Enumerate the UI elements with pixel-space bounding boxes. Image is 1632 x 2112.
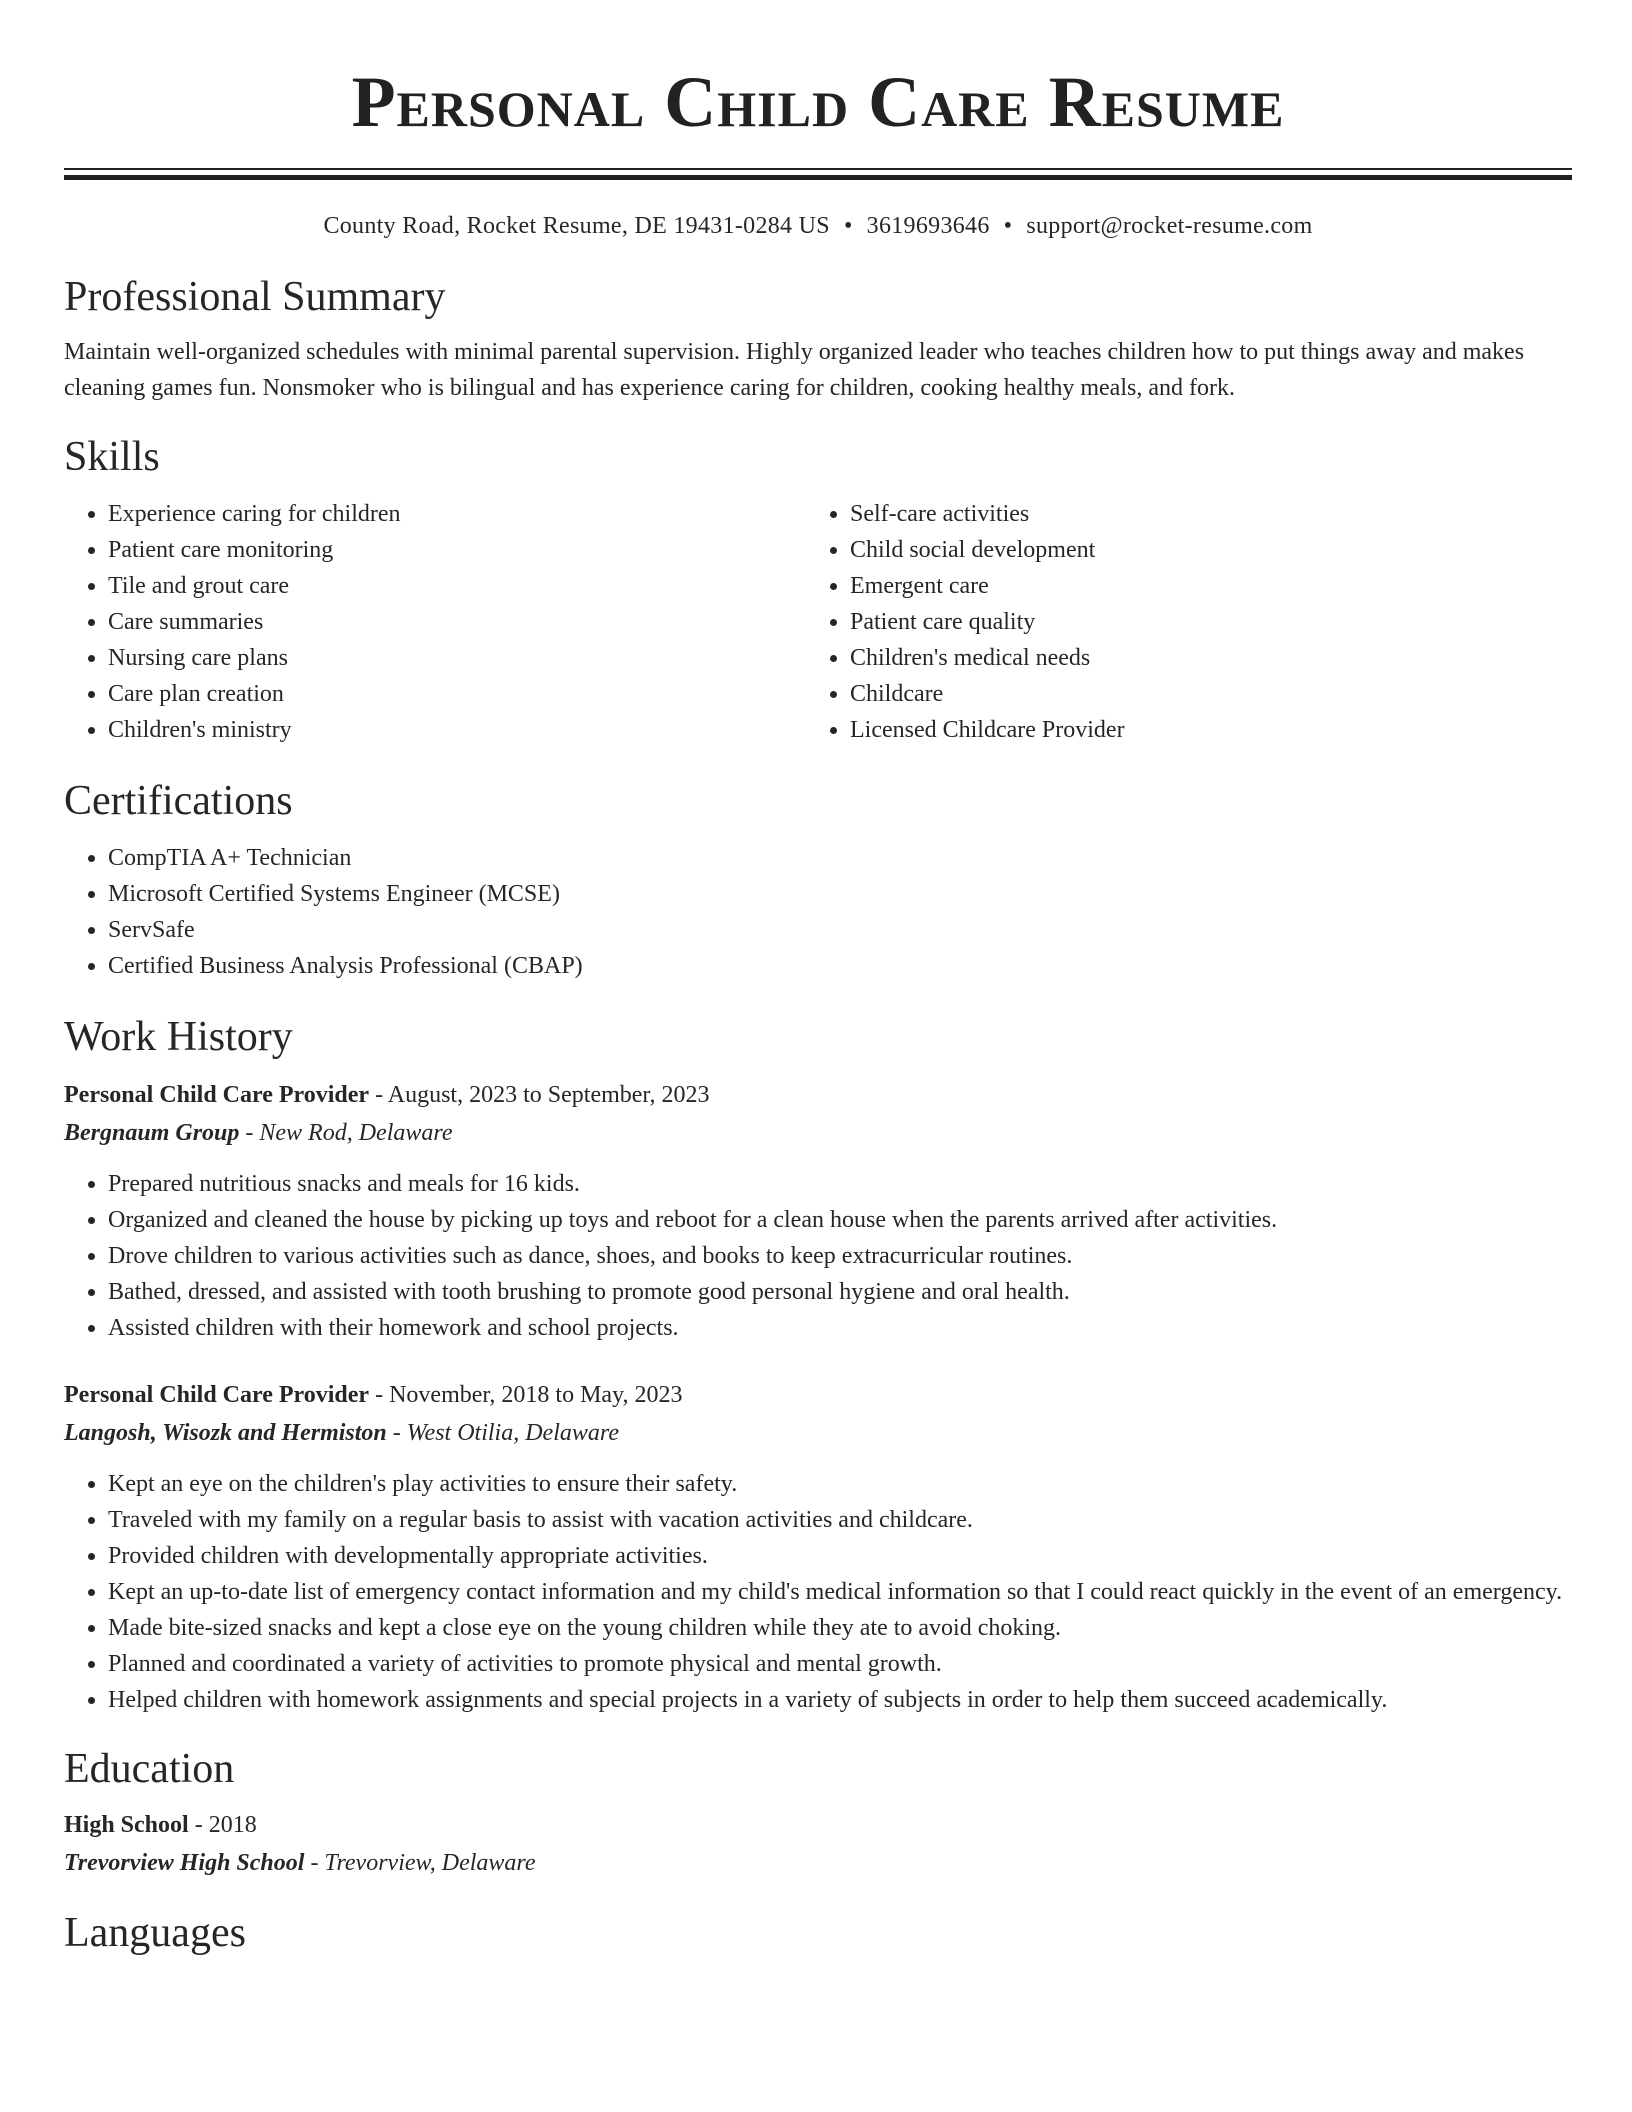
summary-text: Maintain well-organized schedules with minimal parental supervision. Highly organized leader who teaches children how to put things away and makes cleaning games fun. Nonsmoker who is bilingual and has experience caring for children, cooking healthy meals, and fork. (64, 339, 1525, 401)
certification-item: • ServSafe (108, 912, 1572, 948)
job-title: Personal Child Care Provider (64, 1382, 370, 1408)
skill-item: • Care plan creation (108, 676, 806, 712)
skills-left-list (64, 496, 806, 748)
contact-email[interactable]: support@rocket-resume.com (1026, 213, 1313, 239)
job-entry (64, 1076, 1572, 1346)
job-title-line (64, 1376, 1572, 1414)
skills-right-column (806, 496, 1548, 748)
education-degree-line (64, 1806, 1572, 1844)
contact-separator: • (1003, 213, 1013, 239)
education-school-line (64, 1844, 1572, 1882)
contact-address: County Road, Rocket Resume, DE 19431-0284 US (323, 213, 830, 239)
education-year: - 2018 (188, 1812, 257, 1838)
job-location: - West Otilia, Delaware (386, 1420, 619, 1446)
resume-page (64, 0, 1572, 1958)
skills-columns (64, 496, 1572, 748)
job-entry (64, 1376, 1572, 1718)
job-duty: • Traveled with my family on a regular basis to assist with vacation activities and childcare. (108, 1502, 1572, 1538)
job-duty: • Helped children with homework assignments and special projects in a variety of subjects in order to help them succeed academically. (108, 1682, 1572, 1718)
education-school: Trevorview High School (64, 1850, 305, 1876)
job-company-line (64, 1114, 1572, 1152)
job-company: Langosh, Wisozk and Hermiston (64, 1420, 387, 1446)
job-duties-list (64, 1466, 1572, 1718)
job-duty: • Organized and cleaned the house by picking up toys and reboot for a clean house when the parents arrived after activities. (108, 1202, 1572, 1238)
certification-item: • Microsoft Certified Systems Engineer (MCSE) (108, 876, 1572, 912)
skill-item: • Nursing care plans (108, 640, 806, 676)
education-entry (64, 1806, 1572, 1882)
skill-item: • Tile and grout care (108, 568, 806, 604)
job-duty: • Drove children to various activities such as dance, shoes, and books to keep extracurricular routines. (108, 1238, 1572, 1274)
skill-item: • Licensed Childcare Provider (850, 712, 1548, 748)
job-duty: • Planned and coordinated a variety of activities to promote physical and mental growth. (108, 1646, 1572, 1682)
skill-item: • Patient care monitoring (108, 532, 806, 568)
skill-item: • Experience caring for children (108, 496, 806, 532)
job-duty: • Prepared nutritious snacks and meals for 16 kids. (108, 1166, 1572, 1202)
job-duty: • Kept an up-to-date list of emergency contact information and my child's medical information so that I could react quickly in the event of an emergency. (108, 1574, 1572, 1610)
title-divider-thin (64, 168, 1572, 170)
languages-heading: Languages (64, 1910, 246, 1956)
job-company: Bergnaum Group (64, 1120, 240, 1146)
certifications-list (64, 840, 1572, 984)
job-dates: - November, 2018 to May, 2023 (369, 1382, 683, 1408)
contact-line (64, 210, 1572, 242)
job-duty: • Bathed, dressed, and assisted with tooth brushing to promote good personal hygiene and oral health. (108, 1274, 1572, 1310)
education-heading: Education (64, 1746, 235, 1792)
job-location: - New Rod, Delaware (239, 1120, 453, 1146)
skills-left-column (64, 496, 806, 748)
job-company-line (64, 1414, 1572, 1452)
job-duties-list (64, 1166, 1572, 1346)
contact-separator: • (843, 213, 853, 239)
skill-item: • Patient care quality (850, 604, 1548, 640)
title-divider-thick (64, 175, 1572, 180)
skill-item: • Children's ministry (108, 712, 806, 748)
resume-title: Personal Child Care Resume (351, 62, 1285, 142)
job-title: Personal Child Care Provider (64, 1082, 370, 1108)
summary-heading: Professional Summary (64, 274, 446, 320)
skill-item: • Children's medical needs (850, 640, 1548, 676)
skill-item: • Care summaries (108, 604, 806, 640)
skill-item: • Self-care activities (850, 496, 1548, 532)
job-title-line (64, 1076, 1572, 1114)
education-degree: High School (64, 1812, 189, 1838)
skill-item: • Childcare (850, 676, 1548, 712)
job-duty: • Kept an eye on the children's play activities to ensure their safety. (108, 1466, 1572, 1502)
job-duty: • Made bite-sized snacks and kept a close eye on the young children while they ate to avoid choking. (108, 1610, 1572, 1646)
work-history-heading: Work History (64, 1014, 293, 1060)
job-dates: - August, 2023 to September, 2023 (369, 1082, 710, 1108)
certification-item: • CompTIA A+ Technician (108, 840, 1572, 876)
skills-heading: Skills (64, 434, 160, 480)
skills-right-list (806, 496, 1548, 748)
job-duty: • Provided children with developmentally appropriate activities. (108, 1538, 1572, 1574)
certifications-heading: Certifications (64, 778, 293, 824)
skill-item: • Emergent care (850, 568, 1548, 604)
contact-phone: 3619693646 (866, 213, 990, 239)
education-location: - Trevorview, Delaware (304, 1850, 536, 1876)
skill-item: • Child social development (850, 532, 1548, 568)
certification-item: • Certified Business Analysis Professional (CBAP) (108, 948, 1572, 984)
job-duty: • Assisted children with their homework and school projects. (108, 1310, 1572, 1346)
